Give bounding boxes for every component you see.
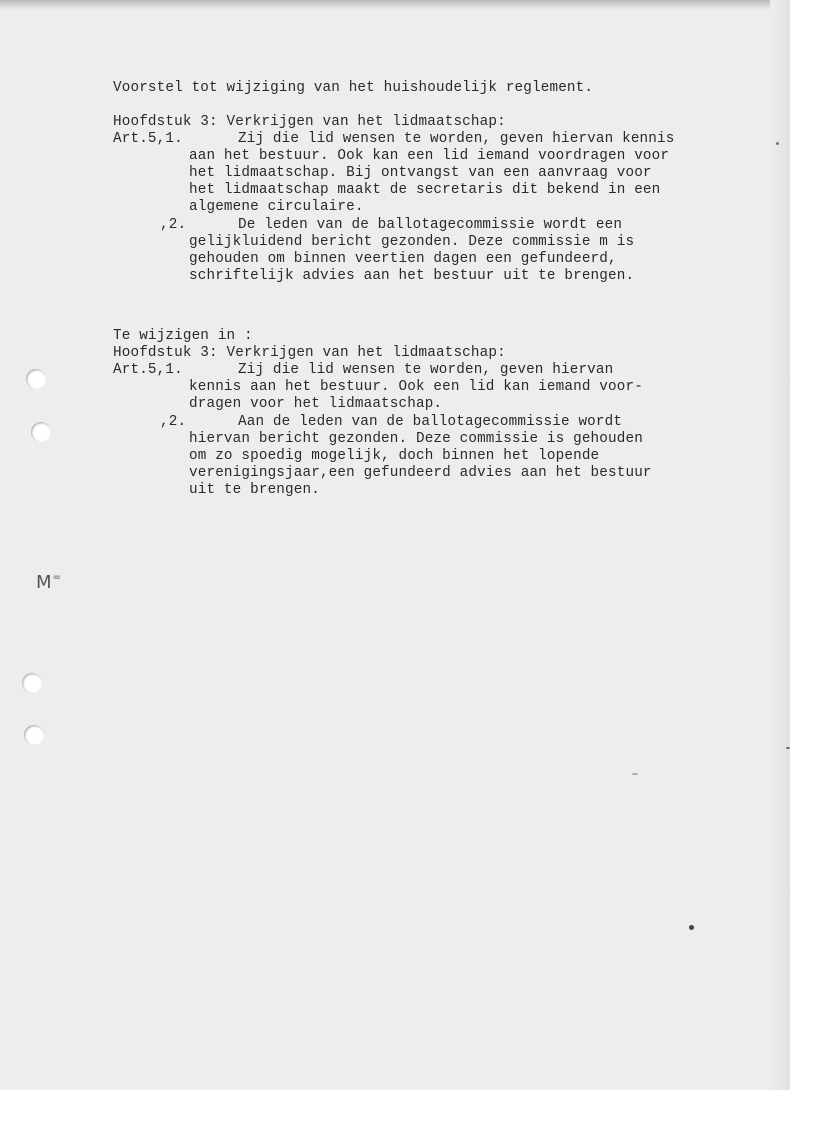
- original-article-2-line: De leden van de ballotagecommissie wordt een: [238, 217, 623, 233]
- amended-article-1-line: kennis aan het bestuur. Ook een lid kan iemand voor-: [189, 379, 643, 395]
- original-article-1-number: Art.5,1.: [113, 131, 183, 147]
- original-article-1-line: aan het bestuur. Ook kan een lid iemand voordragen voor: [189, 148, 670, 164]
- speck-dot: [689, 925, 694, 930]
- original-article-1-line: algemene circulaire.: [189, 199, 364, 215]
- amended-article-1-line: dragen voor het lidmaatschap.: [189, 396, 443, 412]
- amended-article-2-line: uit te brengen.: [189, 482, 320, 498]
- scan-right-edge: [770, 0, 790, 1090]
- original-article-1-line: het lidmaatschap. Bij ontvangst van een aanvraag voor: [189, 165, 652, 181]
- original-article-1-line: Zij die lid wensen te worden, geven hiervan kennis: [238, 131, 675, 147]
- original-article-1-line: het lidmaatschap maakt de secretaris dit bekend in een: [189, 182, 661, 198]
- amended-article-2-number: ,2.: [160, 414, 187, 430]
- amended-article-2-line: om zo spoedig mogelijk, doch binnen het lopende: [189, 448, 600, 464]
- punch-hole-3: [22, 673, 42, 693]
- amended-article-1-number: Art.5,1.: [113, 362, 183, 378]
- speck-dot: [786, 747, 790, 749]
- amended-article-1-line: Zij die lid wensen te worden, geven hiervan: [238, 362, 614, 378]
- amended-article-2-line: hiervan bericht gezonden. Deze commissie is gehouden: [189, 431, 643, 447]
- document-title: Voorstel tot wijziging van het huishoudelijk reglement.: [113, 80, 594, 96]
- original-article-2-line: schriftelijk advies aan het bestuur uit te brengen.: [189, 268, 635, 284]
- speck-dot: [776, 142, 779, 145]
- amended-intro: Te wijzigen in :: [113, 328, 253, 344]
- amended-article-2-line: verenigingsjaar,een gefundeerd advies aan het bestuur: [189, 465, 652, 481]
- original-article-2-number: ,2.: [160, 217, 187, 233]
- original-article-2-line: gelijkluidend bericht gezonden. Deze commissie m is: [189, 234, 635, 250]
- margin-note-m: M=: [36, 572, 62, 593]
- punch-hole-2: [31, 422, 51, 442]
- speck-dot: [632, 773, 638, 775]
- punch-hole-4: [24, 725, 44, 745]
- original-chapter-heading: Hoofdstuk 3: Verkrijgen van het lidmaatschap:: [113, 114, 506, 130]
- original-article-2-line: gehouden om binnen veertien dagen een gefundeerd,: [189, 251, 617, 267]
- amended-chapter-heading: Hoofdstuk 3: Verkrijgen van het lidmaatschap:: [113, 345, 506, 361]
- punch-hole-1: [26, 369, 46, 389]
- scan-top-edge: [0, 0, 790, 10]
- amended-article-2-line: Aan de leden van de ballotagecommissie wordt: [238, 414, 623, 430]
